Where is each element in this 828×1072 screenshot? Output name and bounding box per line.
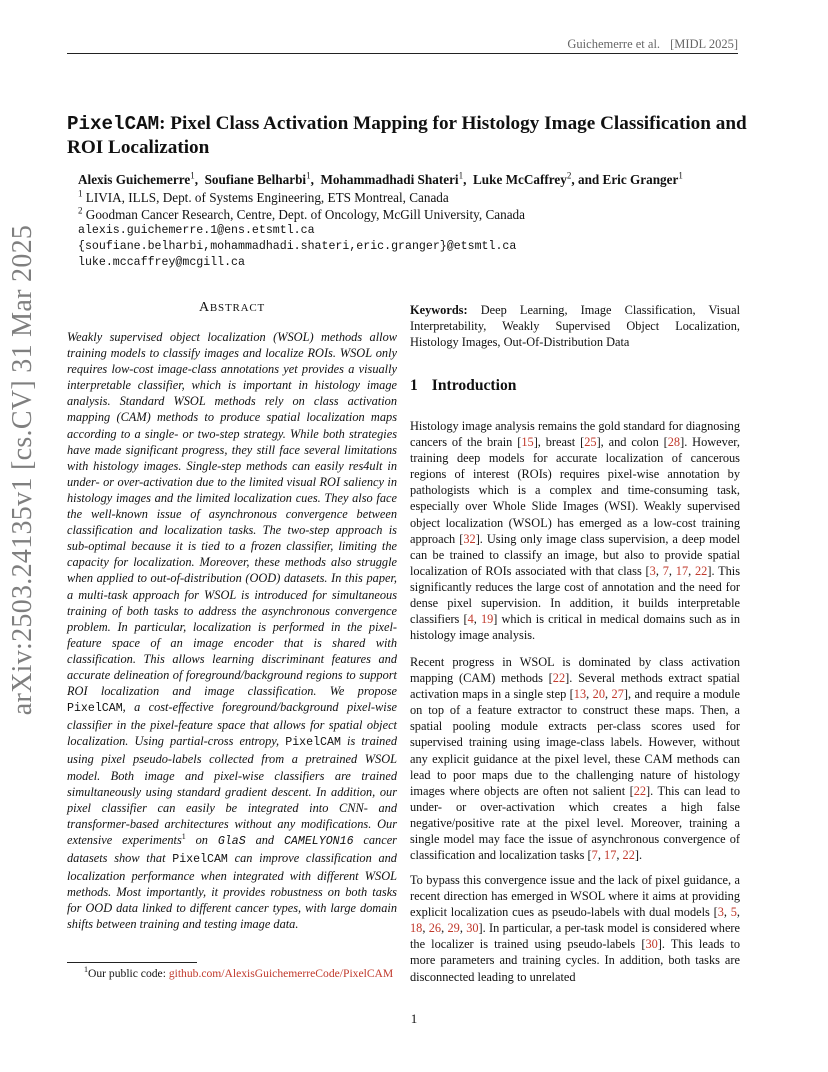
citation-link[interactable]: 22	[633, 783, 647, 798]
intro-text: ,	[616, 848, 623, 863]
intro-text: ]. In particular, a per-task model is considered where the localizer is trained using pseudo-labels [	[410, 921, 741, 952]
intro-paragraph	[410, 872, 740, 985]
citation-link[interactable]: 17	[675, 563, 689, 578]
affiliation-mark: 2	[78, 205, 83, 216]
author-affil-mark: 2	[566, 170, 572, 181]
citation-link[interactable]: 4	[467, 612, 474, 627]
footnote-mark[interactable]: 1	[181, 831, 186, 841]
method-name: PixelCAM	[67, 702, 123, 716]
title-method-name: PixelCAM	[67, 113, 160, 135]
intro-text: ] which is critical in medical domains such as in histology image analysis.	[410, 612, 741, 643]
abstract-text: is trained using pixel pseudo-labels collected from a pretrained WSOL model. Both image and pixel-wise classifiers are trained simultaneously using standard gradient descent. In addition, our pixel classifier can easily be integrated into CNN- and transformer-based architectures without any modifications. Our extensive experiments	[67, 734, 398, 847]
intro-text: ]. Using only image class supervision, a deep model can be trained to classify an image, but also to provide spatial localization of ROIs associated with that class [	[410, 531, 741, 578]
citation-link[interactable]: 22	[552, 671, 566, 686]
paper-title	[67, 112, 747, 160]
affiliation-text: Goodman Cancer Research, Centre, Dept. of Oncology, McGill University, Canada	[85, 207, 526, 222]
author: Luke McCaffrey	[472, 172, 567, 187]
intro-text: ]. This leads to more parameters and training cycles. In addition, both tasks are disconnected leading to unrelated	[410, 937, 740, 984]
running-head	[557, 37, 738, 52]
intro-text: ,	[688, 563, 695, 578]
running-head-authors: Guichemerre et al.	[567, 37, 661, 51]
intro-text: ,	[441, 921, 448, 936]
citation-link[interactable]: 7	[662, 563, 669, 578]
abstract-body	[67, 329, 397, 932]
affiliation-text: LIVIA, ILLS, Dept. of Systems Engineering, ETS Montreal, Canada	[85, 190, 449, 205]
citation-link[interactable]: 5	[730, 905, 737, 920]
intro-text: ].	[634, 848, 643, 863]
citation-link[interactable]: 32	[463, 531, 476, 546]
author: Mohammadhadi Shateri	[320, 172, 459, 187]
citation-link[interactable]: 7	[591, 848, 598, 863]
citation-link[interactable]: 30	[645, 937, 658, 952]
author: and Eric Granger	[577, 172, 679, 187]
abstract-text: cancer datasets show that	[67, 832, 397, 865]
method-name: PixelCAM	[172, 853, 228, 866]
intro-text: ,	[655, 563, 663, 578]
keywords	[410, 302, 740, 350]
footnote	[84, 967, 393, 980]
affiliation	[78, 190, 758, 206]
abstract-text: , a cost-effective foreground/background pixel-wise classifier in the pixel-feature space that allows for spatial object localization. Using partial-cross entropy,	[67, 700, 397, 749]
affiliation-mark: 1	[78, 188, 83, 199]
dataset-name: CAMELYON16	[283, 834, 354, 848]
citation-link[interactable]: 18	[410, 921, 423, 936]
code-link[interactable]: github.com/AlexisGuichemerreCode/PixelCAM	[168, 967, 394, 980]
abstract-paragraph	[67, 329, 397, 932]
dataset-name: GlaS	[217, 834, 246, 848]
citation-link[interactable]: 19	[480, 612, 494, 627]
intro-text: ,	[459, 921, 467, 936]
intro-paragraph	[410, 418, 740, 643]
citation-link[interactable]: 22	[694, 563, 708, 578]
abstract-text: Weakly supervised object localization (WSOL) methods allow training models to classify images and localize ROIs. WSOL only requires low-cost image-class annotations yet provides a visually interpretable classifier, which is important in histology image analysis. Standard WSOL methods rely on class activation mapping (CAM) methods to produce spatial localization maps according to a single- or two-step strategy. While both strategies have made significant progress, they still face several limitations with histology images. Single-step methods can easily res4ult in under- or over-activation due to the limited visual ROI saliency in histology images and the limited localization cues. They also face the well-known issue of asynchronous convergence between classification and localization tasks. The two-step approach is sub-optimal because it is tied to a frozen classifier, limiting the capacity for localization. Moreover, these methods also struggle when applied to out-of-distribution (OOD) datasets. In this paper, a multi-task approach for WSOL is introduced for simultaneous training of both tasks to address the asynchronous convergence problem. In particular, localization is performed in the pixel-feature space of an image encoder that is shared with classification. This allows learning discriminant features and accurate delineation of foreground/background regions to support ROI localization and image classification. We propose	[67, 330, 397, 699]
citation-link[interactable]: 20	[592, 687, 605, 702]
citation-link[interactable]: 28	[667, 435, 681, 450]
running-head-venue: [MIDL 2025]	[670, 37, 738, 51]
intro-text: ,	[422, 921, 429, 936]
intro-text: ], breast [	[533, 435, 585, 450]
author-list: Alexis Guichemerre$^1$, Soufiane Belharbi$^1$, Mohammadhadi Shateri$^1$, Luke McCaffrey$^2$, and Eric Granger$^1$	[78, 170, 683, 187]
section-number: 1	[410, 377, 418, 394]
citation-link[interactable]: 22	[622, 848, 635, 863]
intro-text: ,	[605, 687, 612, 702]
citation-link[interactable]: 15	[521, 435, 534, 450]
footnote-label: Our public code:	[88, 967, 169, 980]
author-affil-mark: 1	[458, 170, 464, 181]
intro-text: ], and require a module on top of a feature extractor to construct these maps. Then, a spatial pooling module extracts per-class scores used for supervised training using image-class labels. However, without any explicit guidance at the pixel level, these CAM methods can lead to poor maps due to the challenging nature of histology images where objects are often not salient [	[410, 687, 741, 798]
citation-link[interactable]: 13	[573, 687, 587, 702]
citation-link[interactable]: 3	[649, 563, 656, 578]
citation-link[interactable]: 17	[604, 848, 617, 863]
keywords-text: Deep Learning, Image Classification, Visual Interpretability, Weakly Supervised Object Localization, Histology Images, Out-Of-Distribution Data	[410, 303, 740, 350]
citation-link[interactable]: 26	[428, 921, 442, 936]
footnote-rule	[67, 962, 197, 963]
citation-link[interactable]: 3	[717, 905, 724, 920]
author-affil-mark: 1	[306, 170, 311, 181]
abstract-text: on	[185, 832, 218, 847]
citation-link[interactable]: 25	[584, 435, 597, 450]
email-address[interactable]: luke.mccaffrey@mcgill.ca	[78, 256, 245, 269]
arxiv-stamp-text: arXiv:2503.24135v1 [cs.CV] 31 Mar 2025	[7, 224, 38, 716]
intro-text: ,	[586, 687, 593, 702]
keywords-label: Keywords:	[410, 303, 468, 317]
intro-text: ]. This can lead to under- or over-activation which creates a high false negative/positive rate at the pixel level. Moreover, training a single model may face the issue of asynchronous convergence of classification and localization tasks [	[410, 783, 740, 863]
intro-text: To bypass this convergence issue and the lack of pixel guidance, a recent direction has emerged in WSOL where it aims at providing explicit localization cues as pseudo-labels with dual models [	[410, 873, 740, 920]
abstract-heading	[67, 300, 397, 316]
author: Soufiane Belharbi	[204, 172, 307, 187]
citation-link[interactable]: 30	[466, 921, 479, 936]
author-affil-mark: 1	[190, 170, 195, 181]
abstract-text: can improve classification and localization performance when integrated with different WSOL methods. Most importantly, it provides robustness on both tasks for OOD data linked to different cancer types, with large domain shifts between training and testing image data.	[67, 851, 397, 932]
citation-link[interactable]: 29	[447, 921, 460, 936]
footnote-mark: 1	[84, 965, 88, 975]
intro-text: ], and colon [	[596, 435, 668, 450]
abstract-heading-rest: BSTRACT	[209, 302, 266, 314]
abstract-heading-initial: A	[198, 300, 210, 315]
intro-text: ,	[473, 612, 481, 627]
affiliation	[78, 207, 758, 223]
author-affil-mark: 1	[678, 170, 683, 181]
intro-text: ]. However, training deep models for accurate localization of cancerous regions of interest (ROIs) requires pixel-wise annotation by pathologists which is a complex and time-consuming task, especially over Whole Slide Images (WSI). Weakly supervised object localization (WSOL) has emerged as a low-cost training approach [	[410, 435, 740, 546]
intro-text: ,	[597, 848, 605, 863]
intro-paragraph	[410, 654, 740, 863]
author: Alexis Guichemerre	[78, 172, 191, 187]
intro-text: ]. This significantly reduces the large cost of annotation and the need for dense pixel supervision. In addition, it builds interpretable classifiers [	[410, 563, 741, 627]
section-heading	[410, 377, 516, 395]
abstract-text: and	[245, 832, 284, 847]
intro-text: ]. Several methods extract spatial activation maps in a single step [	[410, 671, 740, 702]
title-text: : Pixel Class Activation Mapping for Histology Image Classification and ROI Localization	[67, 113, 747, 158]
email-address[interactable]: {soufiane.belharbi,mohammadhadi.shateri,eric.granger}@etsmtl.ca	[78, 240, 517, 253]
citation-link[interactable]: 27	[611, 687, 624, 702]
intro-text: ,	[668, 563, 676, 578]
intro-text: Recent progress in WSOL is dominated by class activation mapping (CAM) methods [	[410, 655, 740, 686]
intro-text: Histology image analysis remains the gold standard for diagnosing cancers of the brain [	[410, 419, 740, 450]
method-name: PixelCAM	[285, 736, 341, 750]
page-number: 1	[410, 1011, 418, 1026]
intro-text: ,	[736, 905, 740, 920]
email-address[interactable]: alexis.guichemerre.1@ens.etsmtl.ca	[78, 224, 315, 237]
intro-text: ,	[723, 905, 731, 920]
header-rule	[67, 53, 738, 54]
section-title: Introduction	[431, 377, 517, 394]
